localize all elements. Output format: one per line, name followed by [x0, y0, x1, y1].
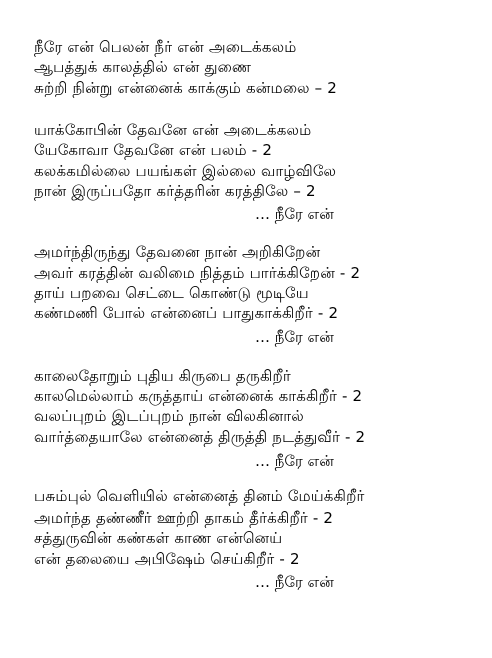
stanza-5-line-2: அமர்ந்த தண்ணீர் ஊற்றி தாகம் தீர்க்கிறீர் - 2 [34, 509, 334, 527]
stanza-3-line-2: அவர் கரத்தின் வலிமை நித்தம் பார்க்கிறேன் - 2 [34, 264, 361, 282]
stanza-3-line-1: அமர்ந்திருந்து தேவனை நான் அறிகிறேன் [34, 243, 321, 261]
stanza-4-line-1: காலைதோறும் புதிய கிருபை தருகிறீர் [34, 367, 291, 385]
stanza-3-line-4: கண்மணி போல் என்னைப் பாதுகாக்கிறீர் - 2 [34, 304, 339, 322]
stanza-2-line-3: கலக்கமில்லை பயங்கள் இல்லை வாழ்விலே [34, 162, 337, 180]
stanza-4-refrain: … நீரே என் [255, 452, 334, 470]
stanza-2-refrain: … நீரே என் [255, 205, 334, 223]
stanza-3-line-3: தாய் பறவை செட்டை கொண்டு மூடியே [34, 284, 309, 302]
stanza-1-line-3: சுற்றி நின்று என்னைக் காக்கும் கன்மலை – 2 [34, 79, 338, 97]
stanza-2-line-4: நான் இருப்பதோ கர்த்தரின் கரத்திலே – 2 [34, 182, 316, 200]
stanza-4-line-3: வலப்புறம் இடப்புறம் நான் விலகினால் [34, 407, 304, 425]
stanza-2-line-2: யேகோவா தேவனே என் பலம் - 2 [34, 141, 273, 159]
stanza-1-line-1: நீரே என் பெலன் நீர் என் அடைக்கலம் [34, 38, 297, 56]
stanza-5-line-1: பசும்புல் வெளியில் என்னைத் தினம் மேய்க்கிறீர் [34, 487, 365, 505]
stanza-5-line-3: சத்துருவின் கண்கள் காண என்னெய் [34, 529, 283, 547]
stanza-5-line-4: என் தலையை அபிஷேம் செய்கிறீர் - 2 [34, 550, 300, 568]
stanza-4-line-2: காலமெல்லாம் கருத்தாய் என்னைக் காக்கிறீர் - 2 [34, 387, 363, 405]
stanza-4-line-4: வார்த்தையாலே என்னைத் திருத்தி நடத்துவீர் - 2 [34, 428, 366, 446]
stanza-1-line-2: ஆபத்துக் காலத்தில் என் துணை [34, 58, 252, 76]
stanza-2-line-1: யாக்கோபின் தேவனே என் அடைக்கலம் [34, 121, 312, 139]
stanza-5-refrain: … நீரே என் [255, 573, 334, 591]
stanza-3-refrain: … நீரே என் [255, 328, 334, 346]
